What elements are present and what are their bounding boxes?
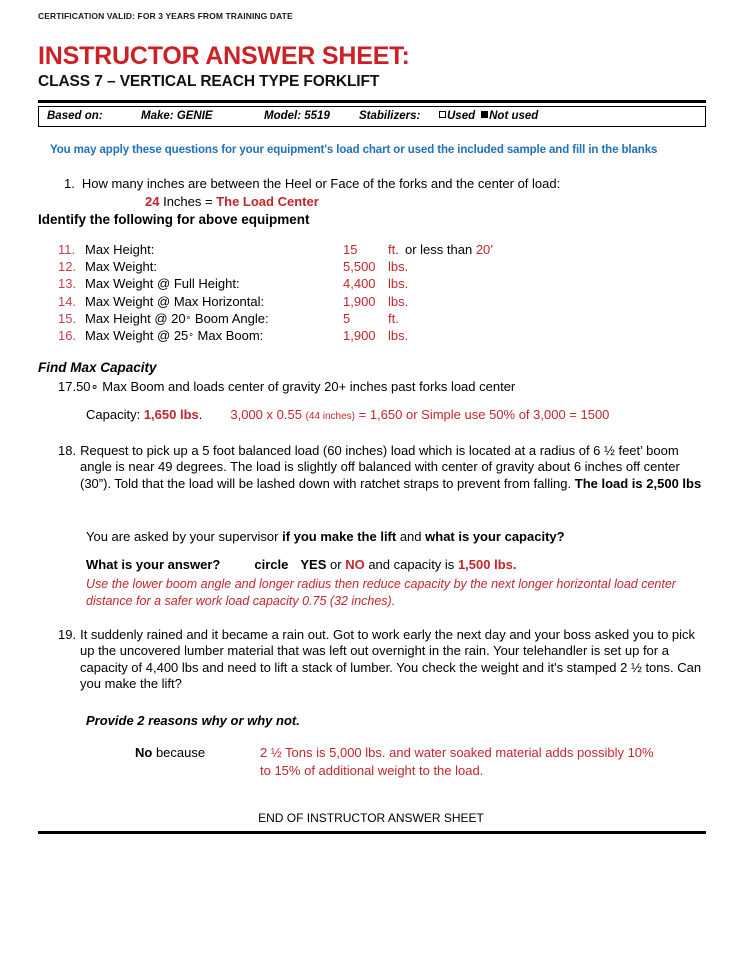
specs-list: [58, 242, 658, 345]
spec-number: 13.: [58, 276, 77, 292]
spec-label: [85, 328, 263, 343]
stabilizers-options: [439, 110, 538, 122]
question-1-answer-term: The Load Center: [216, 194, 319, 209]
spec-label-pre: Max Weight @ 25: [85, 327, 189, 343]
find-max-capacity-heading: Find Max Capacity: [38, 360, 157, 375]
based-on-label: Based on:: [47, 110, 103, 122]
spec-number: 11.: [58, 242, 76, 257]
capacity-phrase: and capacity is: [368, 557, 455, 572]
spec-number: 12.: [58, 259, 77, 275]
spec-row-12: [58, 259, 658, 276]
spec-value: 5: [343, 310, 351, 326]
question-19-number: 19.: [58, 627, 77, 642]
spec-value: 5,500: [343, 259, 376, 275]
capacity-formula: [230, 407, 609, 422]
answer-prompt-label: What is your answer?: [86, 557, 221, 572]
option-no[interactable]: NO: [345, 557, 365, 572]
model-label: Model:: [264, 110, 302, 122]
ask-mid: and: [396, 529, 426, 544]
formula-small-note: (44 inches): [305, 411, 356, 422]
make-label: Make:: [141, 110, 174, 122]
option-yes[interactable]: YES: [300, 557, 327, 572]
question-18-text: Request to pick up a 5 foot balanced load (60 inches) load which is located at a radius of 6 ½ feet’ boom angle is near 49 degrees. The load is slightly off balanced with center of gravity about 6 inches off center (30”). Told that the load will be lashed down with ratchet straps to prevent from falling.: [80, 443, 680, 491]
supervisor-ask-line: [86, 529, 565, 544]
spec-row-13: [58, 276, 658, 293]
question-1-text: How many inches are between the Heel or Face of the forks and the center of load:: [81, 176, 561, 191]
not-used-label: Not used: [489, 110, 539, 122]
used-label: Used: [447, 110, 476, 122]
spec-label: [85, 311, 269, 326]
question-17: [58, 379, 515, 395]
answer-choice-line: [86, 557, 516, 572]
question-1-answer-value: 24: [145, 194, 160, 209]
spec-value: 1,900: [343, 293, 376, 309]
spec-unit: lbs.: [388, 259, 409, 275]
provide-reasons-heading: Provide 2 reasons why or why not.: [86, 713, 300, 728]
based-on-box: [38, 106, 706, 127]
question-17-number: 17.: [58, 379, 77, 394]
spec-unit: lbs.: [388, 276, 409, 292]
question-19-text: It suddenly rained and it became a rain out. Got to work early the next day and your boss asked you to pick up the uncovered lumber material that was left out overnight in the rain. Your telehandler is set up for a capacity of 4,400 lbs and need to lift a stack of lumber. You check the weight and it's stamped 2 ½ tons. Can you make the lift?: [80, 627, 702, 692]
question-17-text: 50∘ Max Boom and loads center of gravity 20+ inches past forks load center: [76, 379, 516, 394]
question-1-number: 1.: [64, 176, 75, 191]
spec-unit: lbs.: [388, 293, 409, 309]
model-value: 5519: [304, 110, 330, 122]
certification-validity-line: CERTIFICATION VALID: FOR 3 YEARS FROM TRAINING DATE: [38, 11, 293, 21]
page-title: INSTRUCTOR ANSWER SHEET:: [38, 42, 410, 70]
q18-capacity-value: 1,500 lbs.: [457, 557, 517, 572]
spec-unit: lbs.: [388, 327, 409, 343]
make-value: GENIE: [176, 110, 213, 122]
spec-label: Max Height:: [85, 242, 155, 257]
spec-unit: ft.: [388, 242, 399, 257]
question-1: [64, 176, 560, 191]
q19-answer-label: [135, 745, 205, 760]
checkbox-used-icon[interactable]: [439, 111, 446, 118]
capacity-value: 1,650 lbs: [143, 407, 199, 422]
stabilizers-label: Stabilizers:: [359, 110, 421, 122]
spec-label: Max Weight @ Max Horizontal:: [85, 293, 265, 309]
question-18: [58, 443, 706, 492]
header-divider: [38, 100, 706, 103]
spec-extra: [405, 242, 493, 257]
checkbox-not-used-icon[interactable]: [481, 111, 488, 118]
spec-number: 15.: [58, 310, 77, 326]
q19-answer-bold: No: [135, 745, 153, 760]
or-label: or: [330, 557, 342, 572]
q19-answer-rest: because: [152, 745, 206, 760]
answer-explanation-note: Use the lower boom angle and longer radius then reduce capacity by the next longer horizontal load center distance for a safer work load capacity 0.75 (32 inches).: [86, 577, 676, 608]
ask-bold-2: what is your capacity?: [425, 529, 565, 544]
make-field: [141, 110, 213, 122]
instructions-note: You may apply these questions for your equipment's load chart or used the included sample and fill in the blanks: [50, 144, 658, 156]
q19-reason-text: 2 ½ Tons is 5,000 lbs. and water soaked material adds possibly 10% to 15% of additional weight to the load.: [260, 745, 654, 778]
spec-value: 1,900: [343, 327, 376, 343]
spec-row-14: [58, 294, 658, 311]
footer-divider: [38, 831, 706, 834]
degree-icon: ∘: [188, 328, 194, 339]
question-18-bold-tail: The load is 2,500 lbs: [574, 475, 702, 491]
spec-extra-red: 20’: [475, 242, 494, 257]
spec-label: Max Weight:: [85, 259, 158, 275]
ask-pre: You are asked by your supervisor: [86, 529, 283, 544]
question-18-number: 18.: [58, 443, 77, 458]
spec-label: Max Weight @ Full Height:: [85, 276, 240, 292]
end-of-sheet-label: END OF INSTRUCTOR ANSWER SHEET: [258, 811, 484, 825]
capacity-label: Capacity:: [86, 407, 144, 422]
spec-number: 16.: [58, 327, 77, 343]
identify-heading: Identify the following for above equipment: [38, 212, 310, 227]
question-1-answer-mid: Inches =: [159, 194, 217, 209]
spec-row-11: [58, 242, 658, 259]
model-field: [264, 110, 330, 122]
spec-extra-text: or less than: [405, 242, 473, 257]
spec-value: 4,400: [343, 276, 376, 292]
spec-row-16: [58, 328, 658, 345]
formula-post: = 1,650 or Simple use 50% of 3,000 = 1500: [355, 407, 610, 422]
capacity-answer-line: [86, 407, 609, 422]
question-19: [58, 627, 706, 693]
spec-unit: ft.: [388, 310, 399, 326]
spec-label-post: Boom Angle:: [191, 310, 269, 326]
question-1-answer: [145, 194, 319, 209]
formula-pre: 3,000 x 0.55: [230, 407, 306, 422]
spec-number: 14.: [58, 293, 77, 309]
spec-label-pre: Max Height @ 20: [85, 310, 186, 326]
degree-icon: ∘: [185, 311, 192, 322]
page-subtitle: CLASS 7 – VERTICAL REACH TYPE FORKLIFT: [38, 73, 380, 90]
ask-bold-1: if you make the lift: [282, 529, 397, 544]
circle-instruction: circle: [254, 557, 289, 572]
spec-value: 15: [343, 242, 358, 257]
spec-row-15: [58, 311, 658, 328]
spec-label-post: Max Boom:: [193, 327, 264, 343]
capacity-period: .: [198, 407, 203, 422]
